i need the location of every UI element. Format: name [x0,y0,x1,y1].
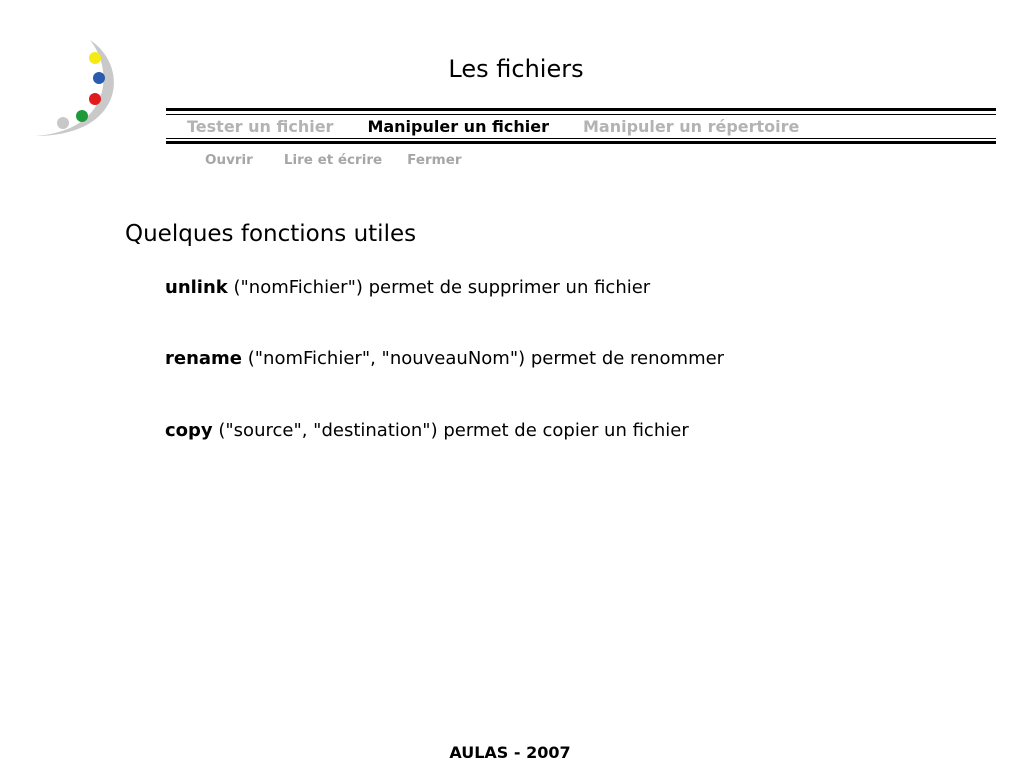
function-description: ("source", "destination") permet de copier un fichier [212,420,689,441]
nav-divider-bottom [166,141,996,144]
subnav-item-fermer[interactable]: Fermer [407,152,462,168]
subnav-item-lire-et-ecrire[interactable]: Lire et écrire [283,152,383,168]
footer: AULAS - 2007 [449,743,571,762]
tab-tester-un-fichier[interactable]: Tester un fichier [187,117,334,136]
subnav-item-ouvrir[interactable]: Ouvrir [205,152,253,168]
sub-nav [205,152,493,168]
function-name: copy [165,420,213,441]
function-description: ("nomFichier") permet de supprimer un fichier [227,277,651,298]
page-title: Les fichiers [448,55,584,84]
logo-dot-gray [57,117,69,129]
function-name: unlink [165,277,228,298]
function-rename [165,347,724,371]
main-nav [187,116,833,137]
function-copy [165,419,689,443]
function-unlink [165,276,650,300]
function-name: rename [165,348,243,369]
logo-dot-red [89,93,101,105]
logo-dot-green [76,110,88,122]
nav-divider-top [166,108,996,111]
nav-divider-bottom-thin [166,138,996,139]
logo-graphic [30,36,130,146]
tab-manipuler-un-fichier[interactable]: Manipuler un fichier [367,117,549,136]
nav-divider-top-thin [166,114,996,115]
tab-manipuler-un-repertoire[interactable]: Manipuler un répertoire [582,117,800,136]
function-description: ("nomFichier", "nouveauNom") permet de renommer [242,348,725,369]
section-heading: Quelques fonctions utiles [125,221,417,248]
logo [30,36,130,146]
